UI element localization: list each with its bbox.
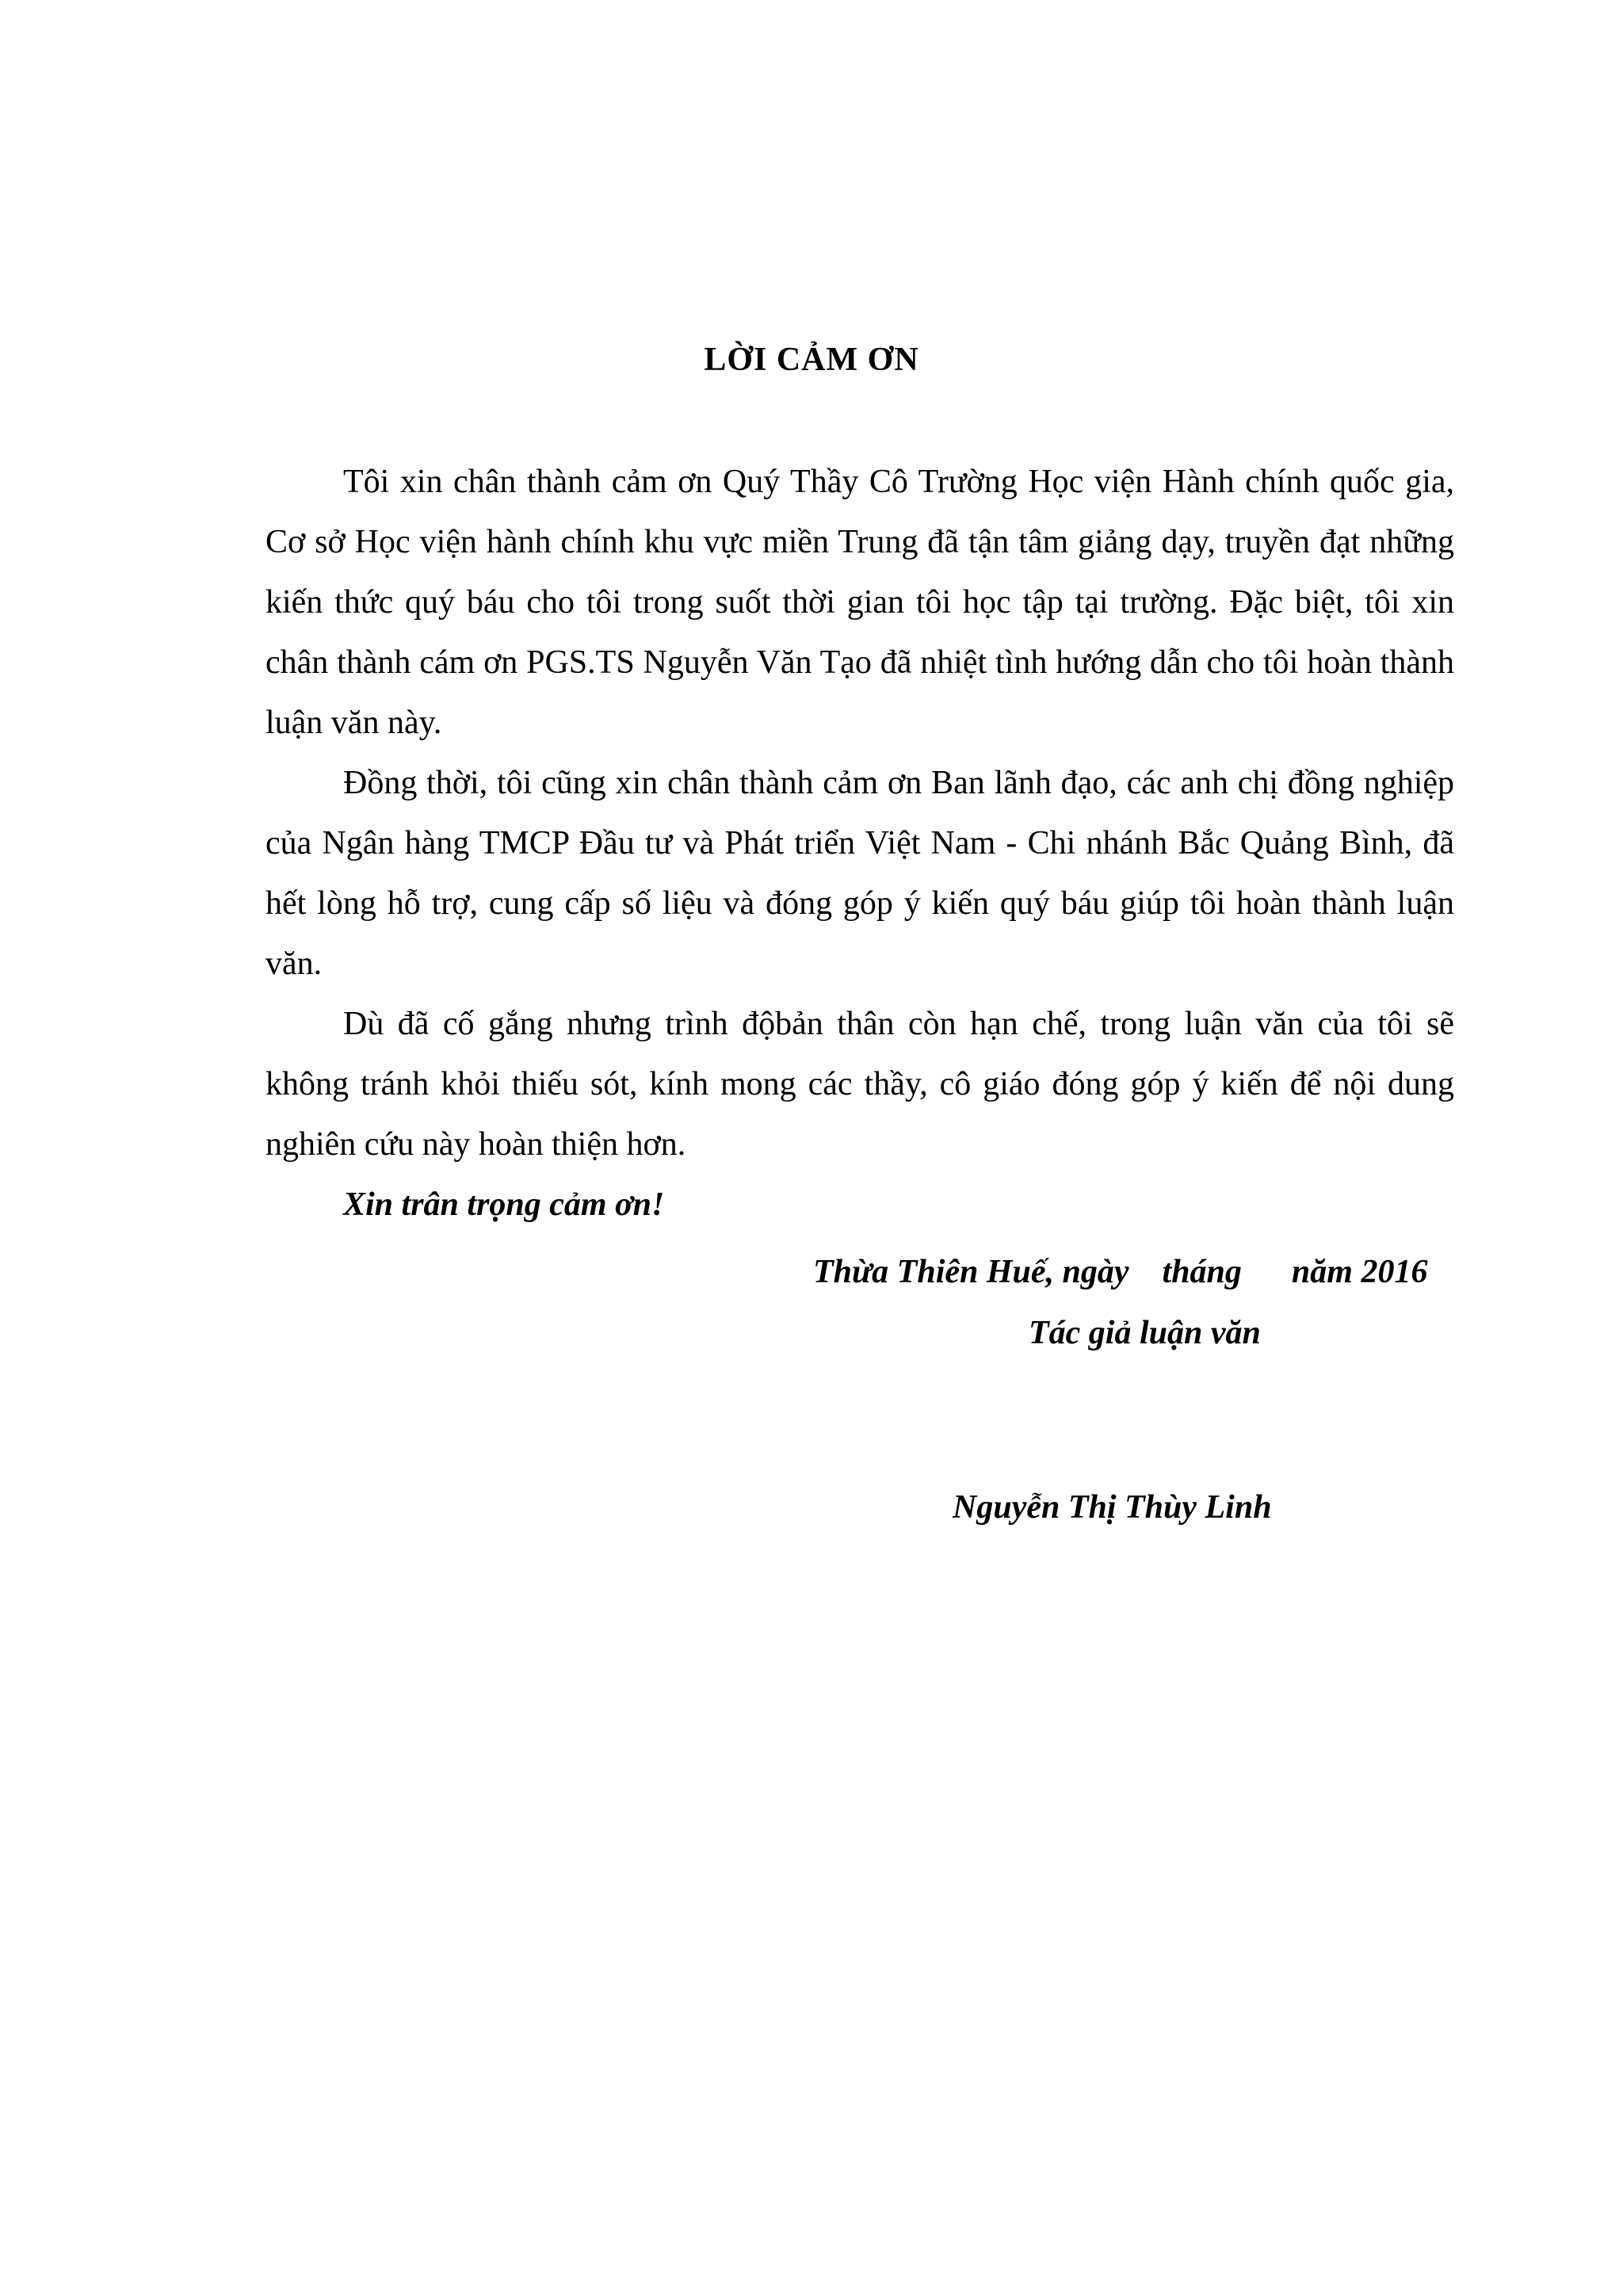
page-title: LỜI CẢM ƠN (704, 342, 919, 378)
paragraph-limitations: Dù đã cố gắng nhưng trình độbản thân còn hạn chế, trong luận văn của tôi sẽ không tránh khỏi thiếu sót, kính mong các thầy, cô giáo đóng góp ý kiến để nội dung nghiên cứu này hoàn thiện hơn. (265, 1006, 1454, 1163)
signature-role: Tác giả luận văn (1029, 1315, 1261, 1351)
body-text (265, 452, 1454, 1235)
closing-line: Xin trân trọng cảm ơn! (343, 1186, 665, 1223)
paragraph-thanks-colleagues: Đồng thời, tôi cũng xin chân thành cảm ơn Ban lãnh đạo, các anh chị đồng nghiệp của Ngân hàng TMCP Đầu tư và Phát triển Việt Nam - Chi nhánh Bắc Quảng Bình, đã hết lòng hỗ trợ, cung cấp số liệu và đóng góp ý kiến quý báu giúp tôi hoàn thành luận văn. (265, 765, 1454, 982)
signature-place-date: Thừa Thiên Huế, ngày tháng năm 2016 (813, 1254, 1428, 1290)
paragraph-thanks-teachers: Tôi xin chân thành cảm ơn Quý Thầy Cô Trường Học viện Hành chính quốc gia, Cơ sở Học viện hành chính khu vực miền Trung đã tận tâm giảng dạy, truyền đạt những kiến thức quý báu cho tôi trong suốt thời gian tôi học tập tại trường. Đặc biệt, tôi xin chân thành cám ơn PGS.TS Nguyễn Văn Tạo đã nhiệt tình hướng dẫn cho tôi hoàn thành luận văn này. (265, 464, 1454, 741)
signature-name: Nguyễn Thị Thùy Linh (953, 1489, 1272, 1526)
